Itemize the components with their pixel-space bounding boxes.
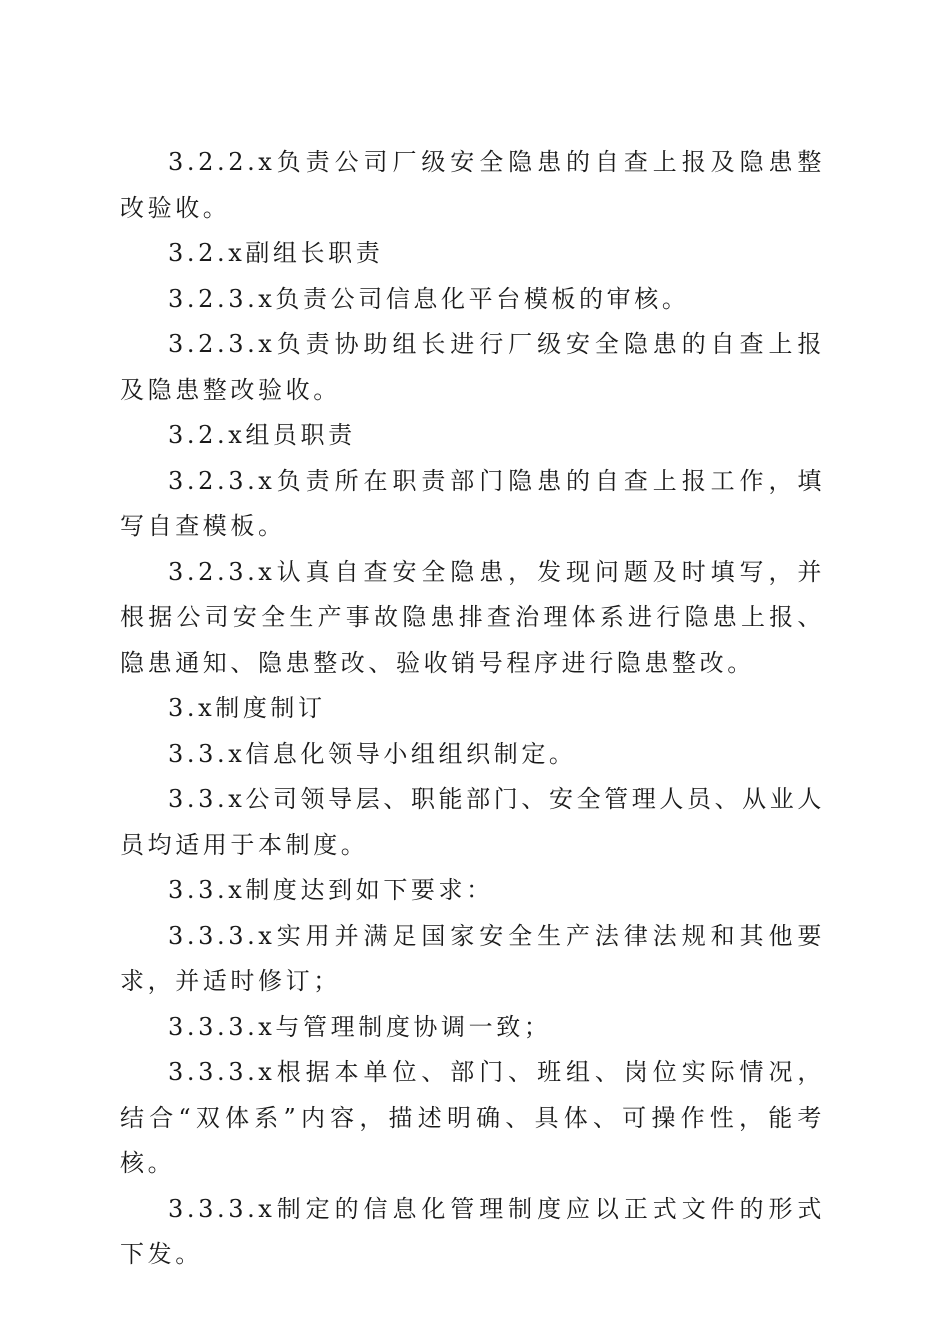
- paragraph-deputy-assist-leader: 3.2.3.x负责协助组长进行厂级安全隐患的自查上报及隐患整改验收。: [120, 330, 825, 404]
- heading-deputy-leader-duties: 3.2.x副组长职责: [168, 239, 384, 267]
- paragraph-requirement-issuance: 3.3.3.x制定的信息化管理制度应以正式文件的形式下发。: [120, 1194, 825, 1268]
- paragraph-requirements-intro: 3.3.x制度达到如下要求：: [168, 876, 494, 904]
- paragraph-applicable-scope: 3.3.x公司领导层、职能部门、安全管理人员、从业人员均适用于本制度。: [120, 785, 825, 859]
- paragraph-leader-duty-inspection: 3.2.2.x负责公司厂级安全隐患的自查上报及隐患整改验收。: [120, 148, 825, 222]
- heading-member-duties: 3.2.x组员职责: [168, 421, 356, 449]
- paragraph-requirement-operability: 3.3.3.x根据本单位、部门、班组、岗位实际情况，结合“双体系”内容，描述明确、具体、可操作性，能考核。: [120, 1058, 825, 1177]
- paragraph-requirement-compliance: 3.3.3.x实用并满足国家安全生产法律法规和其他要求，并适时修订；: [120, 921, 825, 995]
- paragraph-deputy-template-review: 3.2.3.x负责公司信息化平台模板的审核。: [168, 284, 690, 313]
- paragraph-member-self-inspection: 3.2.3.x负责所在职责部门隐患的自查上报工作，填写自查模板。: [120, 466, 825, 540]
- heading-system-formulation: 3.x制度制订: [168, 694, 326, 722]
- paragraph-formulated-by-group: 3.3.x信息化领导小组组织制定。: [168, 739, 577, 768]
- paragraph-member-hazard-rectification: 3.2.3.x认真自查安全隐患，发现问题及时填写，并根据公司安全生产事故隐患排查治理体系进行隐患上报、隐患通知、隐患整改、验收销号程序进行隐患整改。: [120, 557, 825, 677]
- document-body: [120, 140, 825, 1278]
- paragraph-requirement-consistency: 3.3.3.x与管理制度协调一致；: [168, 1012, 552, 1041]
